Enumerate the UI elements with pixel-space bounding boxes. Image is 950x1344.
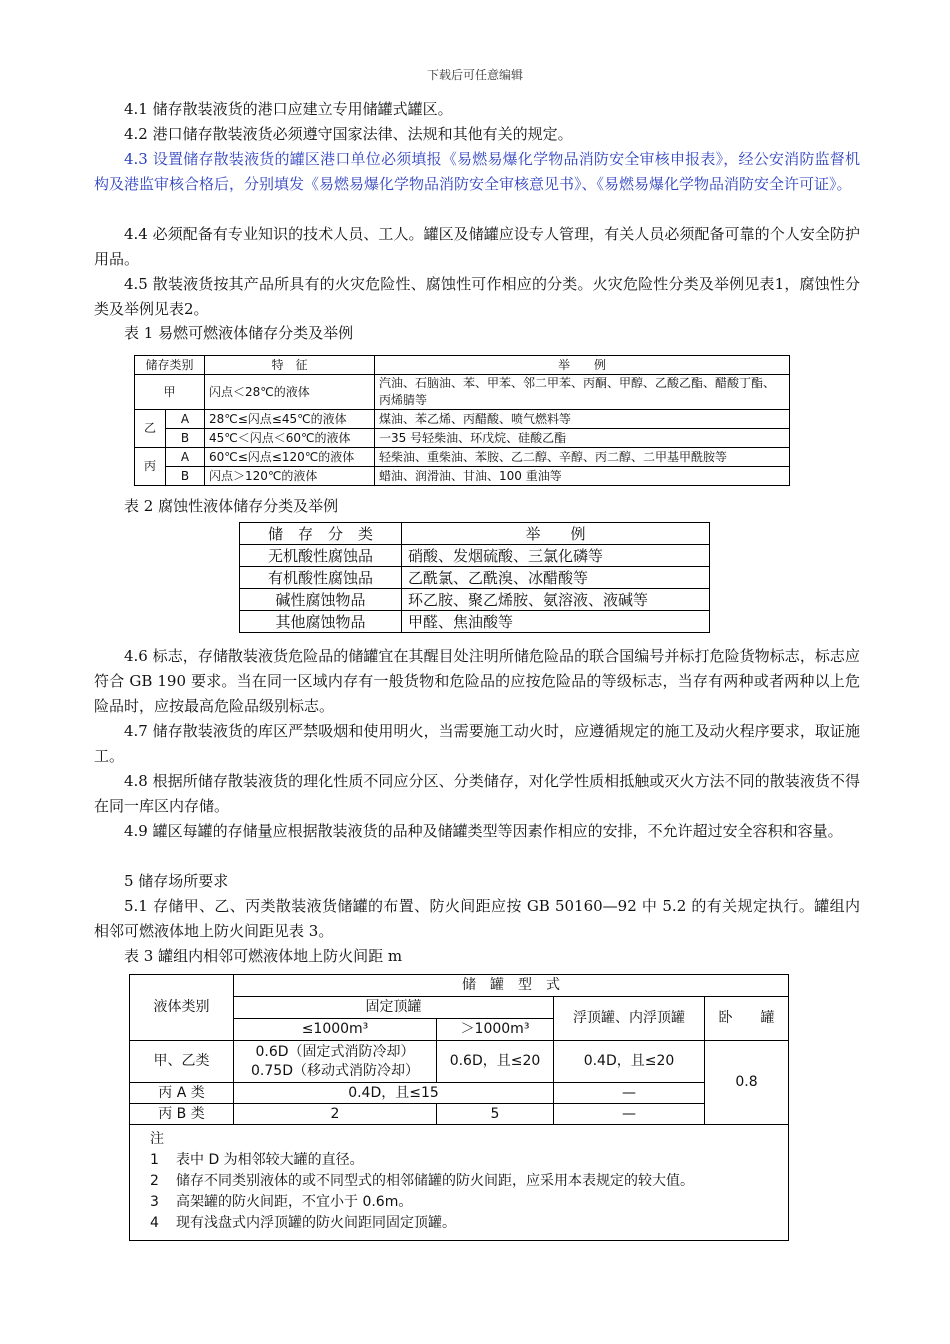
class-cell: 甲 [135,375,205,410]
class-cell: 甲、乙类 [130,1041,234,1083]
paragraph-4-6: 4.6 标志，存储散装液货危险品的储罐宜在其醒目处注明所储危险品的联合国编号并标打危险货物标志，标志应符合 GB 190 要求。当在同一区域内存有一般货物和危险品的应按危险品的等级标志，当存有两种或者两种以上危险品时，应按最高危险品级别标志。 [94,647,860,715]
table-header-cell: ＞1000m³ [437,1019,554,1041]
note-text: 储存不同类别液体的或不同型式的相邻储罐的防火间距，应采用本表规定的较大值。 [176,1173,694,1189]
table-row [240,611,710,633]
page-header: 下载后可任意编辑 [426,68,523,82]
note-number: 3 [150,1194,159,1210]
table-row [130,1083,789,1104]
value-cell: 0.4D，且≤15 [234,1083,554,1104]
value-cell: 2 [234,1104,437,1125]
examples-cell: 硝酸、发烟硫酸、三氯化磷等 [402,545,710,567]
table-row [130,1041,789,1083]
note-item [150,1192,768,1213]
table-header-row [135,356,790,375]
table-3-caption: 表 3 罐组内相邻可燃液体地上防火间距 m [124,947,403,965]
table-header-cell: 举 例 [402,523,710,545]
class-cell: 无机酸性腐蚀品 [240,545,402,567]
table-row [130,1104,789,1125]
table-header-cell: 固定顶罐 [234,997,554,1019]
table-1-caption: 表 1 易燃可燃液体储存分类及举例 [124,324,354,342]
class-cell: 丙 A 类 [130,1083,234,1104]
paragraph-4-5: 4.5 散装液货按其产品所具有的火灾危险性、腐蚀性可作相应的分类。火灾危险性分类及举例见表1，腐蚀性分类及举例见表2。 [94,275,860,318]
note-text: 高架罐的防火间距，不宜小于 0.6m。 [176,1194,413,1210]
table-header-row [130,975,789,997]
note-number: 4 [150,1215,159,1231]
paragraph-4-2: 4.2 港口储存散装液货必须遵守国家法律、法规和其他有关的规定。 [124,125,573,143]
table-row [135,448,790,467]
table-header-cell: 储 存 分 类 [240,523,402,545]
note-item [150,1171,768,1192]
value-cell [234,1041,437,1083]
table-header-cell: 特 征 [205,356,375,375]
feature-cell: 60℃≤闪点≤120℃的液体 [205,448,375,467]
table-1-flammable-liquids [134,355,790,486]
table-header-cell: ≤1000m³ [234,1019,437,1041]
value-line: 0.75D（移动式消防冷却） [251,1062,419,1079]
table-header-row [240,523,710,545]
feature-cell: 45℃＜闪点＜60℃的液体 [205,429,375,448]
subclass-cell: B [166,429,205,448]
table-header-cell: 卧 罐 [705,997,789,1041]
value-cell: 5 [437,1104,554,1125]
subclass-cell: B [166,467,205,486]
value-cell: 0.8 [705,1041,789,1125]
subclass-cell: A [166,410,205,429]
table-row [240,545,710,567]
examples-cell: 环乙胺、聚乙烯胺、氨溶液、液碱等 [402,589,710,611]
value-cell: 0.4D，且≤20 [554,1041,705,1083]
table-row [135,467,790,486]
subclass-cell: A [166,448,205,467]
note-item [150,1150,768,1171]
table-header-cell: 举 例 [375,356,790,375]
paragraph-5-1: 5.1 存储甲、乙、丙类散装液货储罐的布置、防火间距应按 GB 50160—92 中 5.2 的有关规定执行。罐组内相邻可燃液体地上防火间距见表 3。 [94,897,860,940]
table-row [135,375,790,410]
feature-cell: 闪点＞120℃的液体 [205,467,375,486]
value-line: 0.6D（固定式消防冷却） [255,1043,415,1060]
value-cell: — [554,1083,705,1104]
paragraph-4-9: 4.9 罐区每罐的存储量应根据散装液货的品种及储罐类型等因素作相应的安排，不允许超过安全容积和容量。 [124,822,843,840]
table-2-corrosive-liquids [239,522,710,633]
notes-cell [130,1125,789,1241]
class-cell: 丙 [135,448,166,486]
examples-cell: 轻柴油、重柴油、苯胺、乙二醇、辛醇、丙二醇、二甲基甲酰胺等 [375,448,790,467]
class-cell: 乙 [135,410,166,448]
table-header-cell: 浮顶罐、内浮顶罐 [554,997,705,1041]
note-text: 现有浅盘式内浮顶罐的防火间距同固定顶罐。 [176,1215,456,1231]
feature-cell: 28℃≤闪点≤45℃的液体 [205,410,375,429]
note-item [150,1213,768,1234]
table-3-fire-spacing [129,974,789,1241]
class-cell: 碱性腐蚀物品 [240,589,402,611]
examples-cell: 乙酰氯、乙酰溴、冰醋酸等 [402,567,710,589]
examples-cell: 一35 号轻柴油、环戊烷、硅酸乙酯 [375,429,790,448]
examples-cell: 蜡油、润滑油、甘油、100 重油等 [375,467,790,486]
examples-cell: 煤油、苯乙烯、丙醋酸、喷气燃料等 [375,410,790,429]
note-number: 1 [150,1152,159,1168]
notes-title: 注 [150,1131,164,1147]
value-cell: — [554,1104,705,1125]
class-cell: 有机酸性腐蚀品 [240,567,402,589]
note-number: 2 [150,1173,159,1189]
table-row [135,429,790,448]
class-cell: 丙 B 类 [130,1104,234,1125]
table-row [240,567,710,589]
table-row [240,589,710,611]
table-header-cell: 储 罐 型 式 [234,975,789,997]
table-header-cell: 液体类别 [130,975,234,1041]
table-notes-row [130,1125,789,1241]
paragraph-4-1: 4.1 储存散装液货的港口应建立专用储罐式罐区。 [124,100,453,118]
table-2-caption: 表 2 腐蚀性液体储存分类及举例 [124,497,339,515]
class-cell: 其他腐蚀物品 [240,611,402,633]
examples-cell: 甲醛、焦油酸等 [402,611,710,633]
section-5-heading: 5 储存场所要求 [124,872,229,890]
paragraph-4-3: 4.3 设置储存散装液货的罐区港口单位必须填报《易燃易爆化学物品消防安全审核申报表》，经公安消防监督机构及港监审核合格后，分别填发《易燃易爆化学物品消防安全审核意见书》、《易燃易爆化学物品消防安全许可证》。 [94,150,860,193]
table-header-cell: 储存类别 [135,356,205,375]
feature-cell: 闪点＜28℃的液体 [205,375,375,410]
table-row [135,410,790,429]
note-text: 表中 D 为相邻较大罐的直径。 [176,1152,364,1168]
paragraph-4-8: 4.8 根据所储存散装液货的理化性质不同应分区、分类储存，对化学性质相抵触或灭火方法不同的散装液货不得在同一库区内存储。 [94,772,860,815]
paragraph-4-4: 4.4 必须配备有专业知识的技术人员、工人。罐区及储罐应设专人管理，有关人员必须配备可靠的个人安全防护用品。 [94,225,860,268]
paragraph-4-7: 4.7 储存散装液货的库区严禁吸烟和使用明火，当需要施工动火时，应遵循规定的施工及动火程序要求，取证施工。 [94,722,860,765]
examples-cell: 汽油、石脑油、苯、甲苯、邻二甲苯、丙酮、甲醇、乙酸乙酯、醋酸丁酯、丙烯腈等 [375,375,790,410]
value-cell: 0.6D，且≤20 [437,1041,554,1083]
